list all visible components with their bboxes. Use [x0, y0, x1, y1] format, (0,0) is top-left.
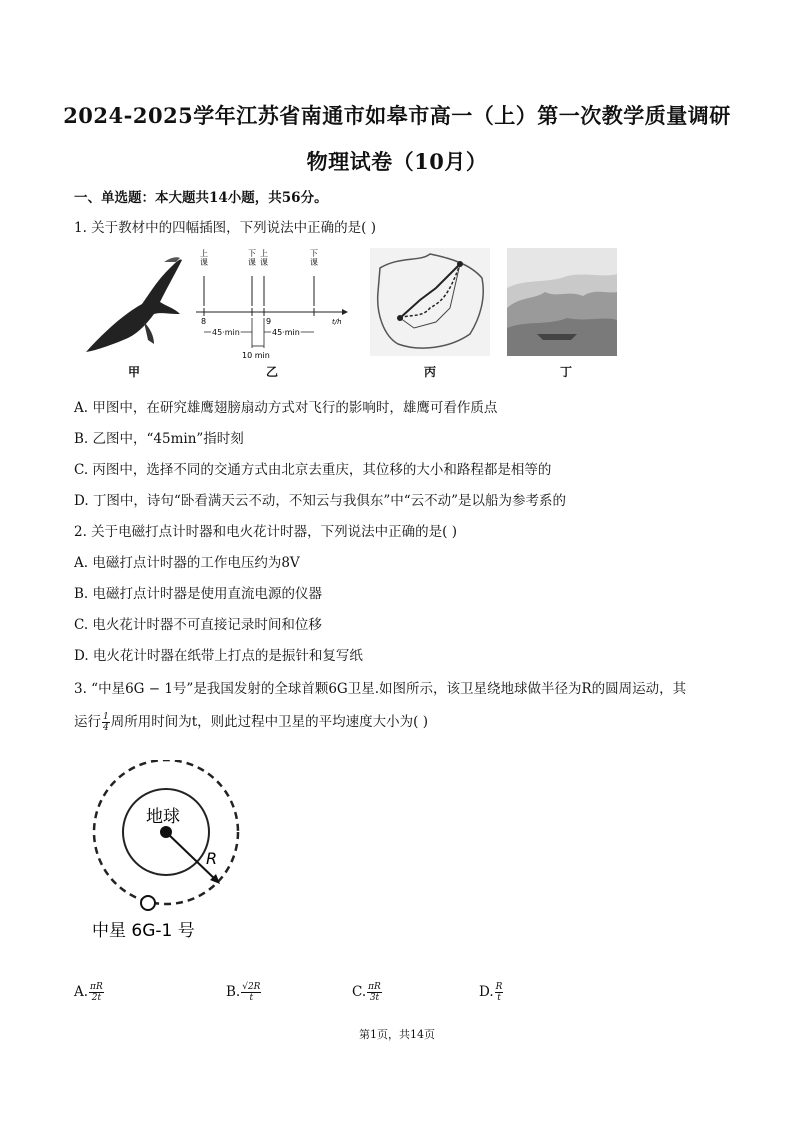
fig-label-bing: 丙 — [423, 365, 436, 379]
q3-stem-line1: 3. “中星6G − 1号”是我国发射的全球首颗6G卫星.如图所示，该卫星绕地球做半径为R的圆周运动，其 — [74, 681, 687, 697]
q2-option-d: D. 电火花计时器在纸带上打点的是振针和复写纸 — [74, 648, 363, 664]
page-title-line2: 物理试卷（10月） — [306, 149, 488, 174]
q2-option-a: A. 电磁打点计时器的工作电压约为8V — [74, 555, 300, 571]
page-title-line1: 2024-2025学年江苏省南通市如皋市高一（上）第一次教学质量调研 — [63, 103, 731, 128]
earth-label: 地球 — [146, 807, 180, 827]
interval-a: 45 min — [212, 328, 240, 337]
timeline-label-up2: 上课 — [260, 249, 268, 267]
q3-stem-line2 — [74, 710, 428, 733]
orbit-figure — [80, 760, 260, 950]
satellite-label: 中星 6G-1 号 — [92, 921, 195, 941]
fig-label-jia: 甲 — [127, 365, 140, 379]
q1-stem: 1. 关于教材中的四幅插图，下列说法中正确的是( ) — [74, 220, 376, 236]
fig-label-yi: 乙 — [265, 365, 278, 379]
map-figure — [370, 248, 490, 356]
q1-option-d: D. 丁图中，诗句“卧看满天云不动，不知云与我俱东”中“云不动”是以船为参考系的 — [74, 493, 567, 509]
q3-option-c: C. $\frac{\pi R}{3t}$ — [352, 982, 381, 1003]
radius-label: R — [206, 849, 218, 868]
tick-8: 8 — [201, 317, 207, 326]
q1-option-b: B. 乙图中，“45min”指时刻 — [74, 431, 244, 447]
q3-stem-post: 周所用时间为t，则此过程中卫星的平均速度大小为( ) — [110, 714, 428, 730]
q3-stem-pre: 运行 — [74, 714, 101, 730]
timeline-label-down2: 下课 — [310, 249, 318, 267]
section-heading: 一、单选题：本大题共14小题，共56分。 — [74, 190, 328, 206]
landscape-figure — [507, 248, 617, 356]
timeline-label-up1: 上课 — [200, 249, 208, 267]
timeline-label-down1: 下课 — [248, 249, 256, 267]
q1-option-a: A. 甲图中，在研究雄鹰翅膀扇动方式对飞行的影响时，雄鹰可看作质点 — [74, 400, 498, 416]
q3-fraction: $\frac{1}{4}$ — [103, 712, 109, 733]
tick-9: 9 — [266, 317, 272, 326]
q2-option-b: B. 电磁打点计时器是使用直流电源的仪器 — [74, 586, 323, 602]
q3-option-a: A. $\frac{\pi R}{2t}$ — [74, 982, 103, 1003]
q2-option-c: C. 电火花计时器不可直接记录时间和位移 — [74, 617, 322, 633]
axis-label: t/h — [332, 318, 342, 326]
interval-b: 45 min — [272, 328, 300, 337]
timeline-figure — [192, 248, 352, 360]
q3-option-b: B. $\frac{√2R}{t}$ — [226, 982, 261, 1003]
fig-label-ding: 丁 — [559, 365, 572, 379]
q3-option-d: D. $\frac{R}{t}$ — [479, 982, 503, 1003]
eagle-figure — [84, 252, 184, 356]
q1-option-c: C. 丙图中，选择不同的交通方式由北京去重庆，其位移的大小和路程都是相等的 — [74, 462, 552, 478]
q2-stem: 2. 关于电磁打点计时器和电火花计时器，下列说法中正确的是( ) — [74, 524, 457, 540]
interval-break: 10 min — [242, 351, 270, 360]
page-footer: 第1页，共14页 — [359, 1028, 435, 1041]
